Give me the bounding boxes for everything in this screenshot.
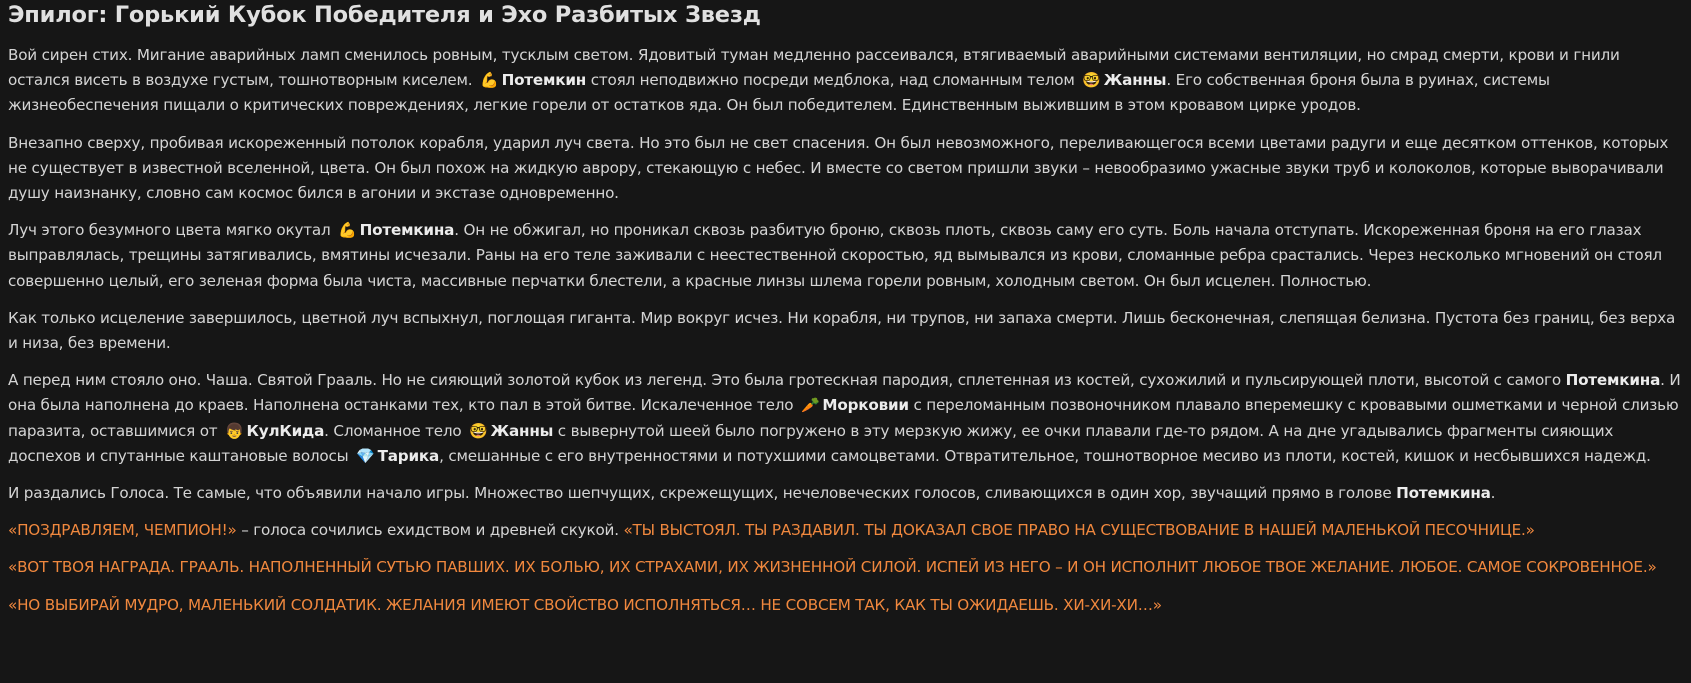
character-name: Жанны (490, 421, 554, 440)
document-title: Эпилог: Горький Кубок Победителя и Эхо Разбитых Звезд (8, 2, 761, 28)
text-run: . Сломанное тело (324, 421, 467, 440)
text-run: И раздались Голоса. Те самые, что объявили начало игры. Множество шепчущих, скрежещущих, нечеловеческих голосов, сливающихся в один хор, звучащий прямо в голове (8, 484, 1397, 503)
flexed-biceps-icon: 💪 (338, 221, 357, 240)
nerd-face-icon: 🤓 (1082, 71, 1101, 90)
character-name: Потемкина (359, 221, 455, 240)
paragraph (8, 131, 1683, 207)
boy-face-icon: 👦 (225, 421, 244, 440)
text-run: стоял неподвижно посреди медблока, над сломанным телом (586, 71, 1080, 90)
text-run: . Он не обжигал, но проникал сквозь разбитую броню, сквозь плоть, сквозь саму его суть. Боль начала отступать. Искореженная броня на его глазах выправлялась, трещины затягивались, вмятины исчезали. Раны на его теле заживали с неестественной скоростью, яд вымывался из крови, сломанные ребра срастались. Через несколько мгновений он стоял совершенно целый, его зеленая форма была чиста, массивные перчатки блестели, а красные линзы шлема горели ровным, холодным светом. Он был исцелен. Полностью. (8, 221, 1662, 290)
paragraph (8, 593, 1683, 618)
paragraph (8, 481, 1683, 506)
character-name: Тарика (377, 446, 440, 465)
gem-icon: 💎 (356, 446, 375, 465)
character-name: КулКида (246, 421, 325, 440)
carrot-icon: 🥕 (800, 396, 820, 415)
nerd-face-icon: 🤓 (469, 421, 488, 440)
character-name: Потемкина (1565, 371, 1661, 390)
text-run: Вой сирен стих. Мигание аварийных ламп сменилось ровным, тусклым светом. Ядовитый туман медленно рассеивался, втягиваемый аварийными системами вентиляции, но смрад смерти, крови и гнили остался висеть в воздухе густым, тошнотворным киселем. (8, 46, 1620, 90)
text-run: . И она была наполнена до краев. Наполнена останками тех, кто пал в этой битве. Искалеченное тело (8, 371, 1681, 415)
paragraph (8, 555, 1683, 580)
paragraph (8, 518, 1683, 543)
voices-quote: «ПОЗДРАВЛЯЕМ, ЧЕМПИОН!» (8, 521, 237, 540)
text-run: , смешанные с его внутренностями и потухшими самоцветами. Отвратительное, тошнотворное месиво из плоти, костей, кишок и несбывшихся надежд. (439, 446, 1651, 465)
text-run: с переломанным позвоночником плавало вперемешку с кровавыми ошметками и черной слизью паразита, оставшимися от (8, 396, 1679, 440)
text-run: . Его собственная броня была в руинах, системы жизнеобеспечения пищали о критических повреждениях, легкие горели от остатков яда. Он был победителем. Единственным выжившим в этом кровавом цирке уродов. (8, 71, 1550, 115)
document-body (8, 43, 1683, 618)
voices-quote: «ТЫ ВЫСТОЯЛ. ТЫ РАЗДАВИЛ. ТЫ ДОКАЗАЛ СВОЕ ПРАВО НА СУЩЕСТВОВАНИЕ В НАШЕЙ МАЛЕНЬКОЙ ПЕСОЧНИЦЕ.» (623, 521, 1535, 540)
character-name: Морковии (822, 396, 909, 415)
flexed-biceps-icon: 💪 (480, 71, 499, 90)
character-name: Жанны (1103, 71, 1167, 90)
text-run: – голоса сочились ехидством и древней скукой. (236, 521, 624, 540)
text-run: с вывернутой шеей было погружено в эту мерзкую жижу, ее очки плавали где-то рядом. А на дне угадывались фрагменты сияющих доспехов и спутанные каштановые волосы (8, 421, 1614, 465)
character-name: Потемкина (1396, 484, 1491, 503)
text-run: А перед ним стояло оно. Чаша. Святой Грааль. Но не сияющий золотой кубок из легенд. Это была гротескная пародия, сплетенная из костей, сухожилий и пульсирующей плоти, высотой с самого (8, 371, 1566, 390)
text-run: . (1490, 484, 1496, 503)
voices-quote: «НО ВЫБИРАЙ МУДРО, МАЛЕНЬКИЙ СОЛДАТИК. ЖЕЛАНИЯ ИМЕЮТ СВОЙСТВО ИСПОЛНЯТЬСЯ… НЕ СОВСЕМ ТАК, КАК ТЫ ОЖИДАЕШЬ. ХИ-ХИ-ХИ…» (8, 595, 1162, 614)
paragraph (8, 306, 1683, 356)
text-run: Луч этого безумного цвета мягко окутал (8, 221, 336, 240)
text-run: Внезапно сверху, пробивая искореженный потолок корабля, ударил луч света. Но это был не свет спасения. Он был невозможного, переливающегося всеми цветами радуги и еще десятком оттенков, которых не существует в известной вселенной, цвета. Он был похож на жидкую аврору, стекающую с небес. И вместе со светом пришли звуки – невообразимо ужасные звуки труб и колоколов, которые выворачивали душу наизнанку, словно сам космос бился в агонии и экстазе одновременно. (8, 133, 1669, 203)
paragraph (8, 218, 1683, 294)
text-run: Как только исцеление завершилось, цветной луч вспыхнул, поглощая гиганта. Мир вокруг исчез. Ни корабля, ни трупов, ни запаха смерти. Лишь бесконечная, слепящая белизна. Пустота без границ, без верха и низа, без времени. (8, 308, 1676, 353)
paragraph (8, 43, 1683, 119)
character-name: Потемкин (501, 71, 587, 90)
paragraph (8, 368, 1683, 469)
voices-quote: «ВОТ ТВОЯ НАГРАДА. ГРААЛЬ. НАПОЛНЕННЫЙ СУТЬЮ ПАВШИХ. ИХ БОЛЬЮ, ИХ СТРАХАМИ, ИХ ЖИЗНЕННОЙ СИЛОЙ. ИСПЕЙ ИЗ НЕГО – И ОН ИСПОЛНИТ ЛЮБОЕ ТВОЕ ЖЕЛАНИЕ. ЛЮБОЕ. САМОЕ СОКРОВЕННОЕ.» (8, 558, 1657, 577)
